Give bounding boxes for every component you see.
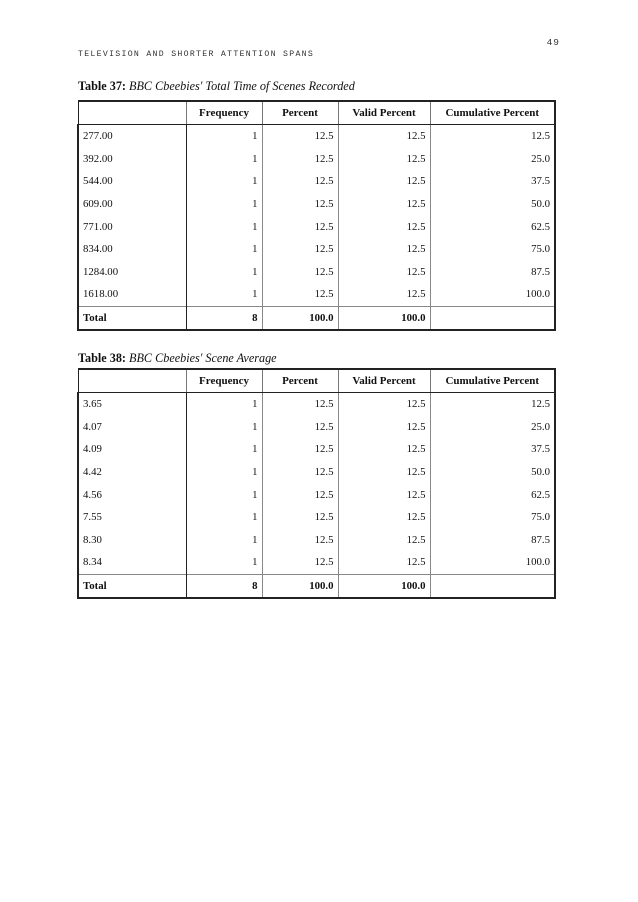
cumulative-percent-cell: 12.5 xyxy=(430,125,555,148)
cumulative-percent-cell: 100.0 xyxy=(430,551,555,574)
table-row xyxy=(78,170,555,193)
table-38-caption-number: Table 38: xyxy=(78,351,126,365)
row-label: 771.00 xyxy=(78,215,186,238)
frequency-cell: 8 xyxy=(186,574,262,598)
valid-percent-cell: 12.5 xyxy=(338,193,430,216)
percent-cell: 12.5 xyxy=(262,483,338,506)
cumulative-percent-cell: 100.0 xyxy=(430,283,555,306)
table-row xyxy=(78,148,555,171)
percent-cell: 100.0 xyxy=(262,306,338,330)
frequency-header: Frequency xyxy=(186,101,262,125)
row-label: 3.65 xyxy=(78,393,186,416)
cumulative-percent-cell xyxy=(430,306,555,330)
row-label: Total xyxy=(78,574,186,598)
percent-cell: 100.0 xyxy=(262,574,338,598)
percent-cell: 12.5 xyxy=(262,393,338,416)
table-row xyxy=(78,483,555,506)
frequency-cell: 1 xyxy=(252,152,258,165)
table-row xyxy=(78,529,555,552)
cumulative-percent-cell: 50.0 xyxy=(430,193,555,216)
frequency-cell: 1 xyxy=(252,130,258,143)
row-label: 8.34 xyxy=(78,551,186,574)
table-header-row xyxy=(78,101,555,125)
cumulative-percent-cell: 62.5 xyxy=(430,215,555,238)
valid-percent-cell: 12.5 xyxy=(338,393,430,416)
cumulative-percent-cell: 25.0 xyxy=(430,416,555,439)
percent-header: Percent xyxy=(262,369,338,393)
frequency-cell: 1 xyxy=(252,175,258,188)
frequency-cell: 1 xyxy=(252,488,258,501)
frequency-cell: 1 xyxy=(252,533,258,546)
frequency-cell: 1 xyxy=(252,398,258,411)
valid-percent-cell: 12.5 xyxy=(338,215,430,238)
cumulative-percent-cell: 75.0 xyxy=(430,238,555,261)
table-38-caption xyxy=(78,351,277,366)
row-label: 1284.00 xyxy=(78,261,186,284)
table-38-caption-title: BBC Cbeebies' Scene Average xyxy=(129,351,277,365)
cumulative-percent-cell: 87.5 xyxy=(430,529,555,552)
row-label: Total xyxy=(78,306,186,330)
cumulative-percent-cell: 87.5 xyxy=(430,261,555,284)
row-label: 8.30 xyxy=(78,529,186,552)
percent-cell: 12.5 xyxy=(262,438,338,461)
cumulative-percent-cell: 50.0 xyxy=(430,461,555,484)
cumulative-percent-header: Cumulative Percent xyxy=(430,101,555,125)
frequency-cell: 1 xyxy=(252,288,258,301)
row-label: 4.09 xyxy=(78,438,186,461)
frequency-cell: 1 xyxy=(252,443,258,456)
table-37-caption xyxy=(78,79,355,94)
row-label: 834.00 xyxy=(78,238,186,261)
frequency-cell: 8 xyxy=(186,306,262,330)
valid-percent-header: Valid Percent xyxy=(338,101,430,125)
running-head: TELEVISION AND SHORTER ATTENTION SPANS xyxy=(78,50,315,59)
corner-header xyxy=(78,369,186,393)
valid-percent-cell: 12.5 xyxy=(338,238,430,261)
row-label: 4.07 xyxy=(78,416,186,439)
table-row xyxy=(78,416,555,439)
valid-percent-cell: 12.5 xyxy=(338,261,430,284)
total-row xyxy=(78,574,555,598)
cumulative-percent-cell: 37.5 xyxy=(430,170,555,193)
percent-cell: 12.5 xyxy=(262,193,338,216)
percent-cell: 12.5 xyxy=(262,416,338,439)
percent-cell: 12.5 xyxy=(262,461,338,484)
frequency-cell: 1 xyxy=(252,265,258,278)
frequency-cell: 1 xyxy=(252,420,258,433)
valid-percent-cell: 12.5 xyxy=(338,170,430,193)
cumulative-percent-cell: 25.0 xyxy=(430,148,555,171)
table-row xyxy=(78,283,555,306)
table-row xyxy=(78,125,555,148)
cumulative-percent-header: Cumulative Percent xyxy=(430,369,555,393)
table-38 xyxy=(77,368,556,599)
row-label: 1618.00 xyxy=(78,283,186,306)
table-row xyxy=(78,261,555,284)
frequency-header: Frequency xyxy=(186,369,262,393)
table-row xyxy=(78,461,555,484)
cumulative-percent-cell: 62.5 xyxy=(430,483,555,506)
valid-percent-cell: 12.5 xyxy=(338,529,430,552)
row-label: 392.00 xyxy=(78,148,186,171)
frequency-cell: 1 xyxy=(252,198,258,211)
row-label: 4.42 xyxy=(78,461,186,484)
frequency-cell: 1 xyxy=(252,556,258,569)
row-label: 4.56 xyxy=(78,483,186,506)
percent-cell: 12.5 xyxy=(262,148,338,171)
cumulative-percent-cell: 12.5 xyxy=(430,393,555,416)
cumulative-percent-cell xyxy=(430,574,555,598)
page-number: 49 xyxy=(546,37,560,48)
table-header-row xyxy=(78,369,555,393)
cumulative-percent-cell: 75.0 xyxy=(430,506,555,529)
table-37 xyxy=(77,100,556,331)
valid-percent-cell: 12.5 xyxy=(338,125,430,148)
table-row xyxy=(78,215,555,238)
frequency-cell: 1 xyxy=(252,243,258,256)
percent-cell: 12.5 xyxy=(262,125,338,148)
valid-percent-cell: 12.5 xyxy=(338,438,430,461)
frequency-cell: 1 xyxy=(252,466,258,479)
table-37-caption-number: Table 37: xyxy=(78,79,126,93)
table-row xyxy=(78,393,555,416)
percent-cell: 12.5 xyxy=(262,506,338,529)
row-label: 7.55 xyxy=(78,506,186,529)
valid-percent-cell: 12.5 xyxy=(338,483,430,506)
table-row xyxy=(78,438,555,461)
row-label: 277.00 xyxy=(78,125,186,148)
table-row xyxy=(78,238,555,261)
valid-percent-cell: 12.5 xyxy=(338,416,430,439)
percent-cell: 12.5 xyxy=(262,551,338,574)
cumulative-percent-cell: 37.5 xyxy=(430,438,555,461)
valid-percent-cell: 12.5 xyxy=(338,148,430,171)
percent-cell: 12.5 xyxy=(262,238,338,261)
table-37-caption-title: BBC Cbeebies' Total Time of Scenes Recorded xyxy=(129,79,355,93)
row-label: 609.00 xyxy=(78,193,186,216)
table-row xyxy=(78,193,555,216)
valid-percent-cell: 100.0 xyxy=(338,306,430,330)
valid-percent-header: Valid Percent xyxy=(338,369,430,393)
table-row xyxy=(78,551,555,574)
valid-percent-cell: 12.5 xyxy=(338,551,430,574)
percent-cell: 12.5 xyxy=(262,261,338,284)
valid-percent-cell: 12.5 xyxy=(338,283,430,306)
table-row xyxy=(78,506,555,529)
frequency-cell: 1 xyxy=(252,511,258,524)
corner-header xyxy=(78,101,186,125)
valid-percent-cell: 100.0 xyxy=(338,574,430,598)
row-label: 544.00 xyxy=(78,170,186,193)
valid-percent-cell: 12.5 xyxy=(338,506,430,529)
valid-percent-cell: 12.5 xyxy=(338,461,430,484)
percent-cell: 12.5 xyxy=(262,529,338,552)
percent-cell: 12.5 xyxy=(262,283,338,306)
percent-cell: 12.5 xyxy=(262,170,338,193)
total-row xyxy=(78,306,555,330)
percent-header: Percent xyxy=(262,101,338,125)
frequency-cell: 1 xyxy=(252,220,258,233)
percent-cell: 12.5 xyxy=(262,215,338,238)
